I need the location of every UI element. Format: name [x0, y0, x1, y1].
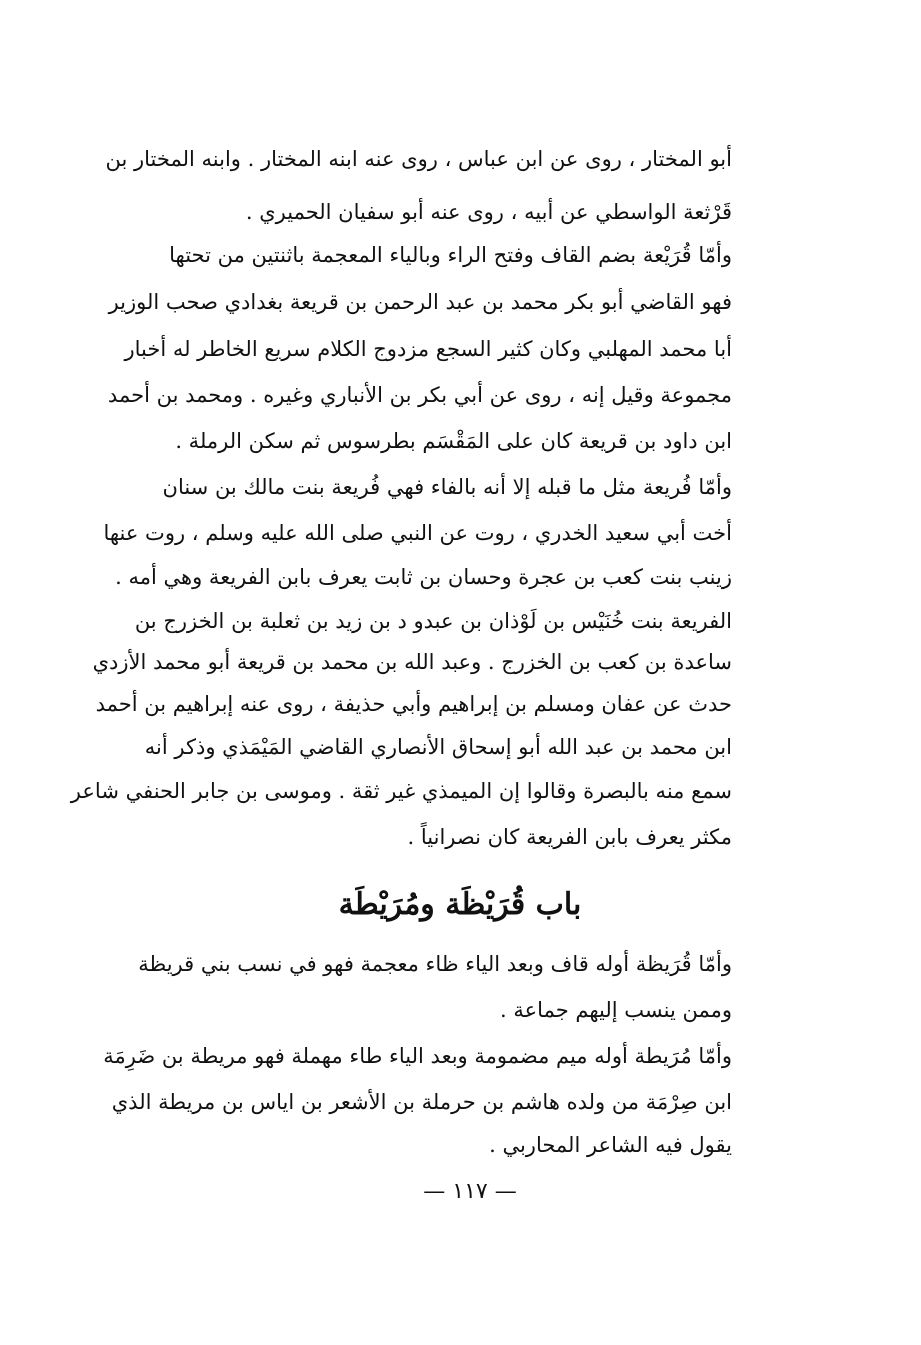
text-line: حدث عن عفان ومسلم بن إبراهيم وأبي حذيفة ، روى عنه إبراهيم بن أحمد	[95, 692, 732, 716]
text-line: أخت أبي سعيد الخدري ، روت عن النبي صلى الله عليه وسلم ، روت عنها	[103, 521, 732, 545]
text-line: وأمّا قُرَيْعة بضم القاف وفتح الراء وبالياء المعجمة باثنتين من تحتها	[169, 243, 732, 267]
text-line: ابن داود بن قريعة كان على المَقْسَم بطرسوس ثم سكن الرملة .	[175, 429, 732, 453]
text-line: قَرْثعة الواسطي عن أبيه ، روى عنه أبو سفيان الحميري .	[245, 200, 732, 224]
text-line: وأمّا مُرَيطة أوله ميم مضمومة وبعد الياء طاء مهملة فهو مريطة بن ضَرِمَة	[103, 1044, 732, 1068]
page-number: — ١١٧ —	[423, 1179, 517, 1204]
text-line: فهو القاضي أبو بكر محمد بن عبد الرحمن بن قريعة بغدادي صحب الوزير	[108, 290, 732, 314]
text-line: ساعدة بن كعب بن الخزرج . وعبد الله بن محمد بن قريعة أبو محمد الأزدي	[92, 650, 732, 674]
text-line: مكثر يعرف بابن الفريعة كان نصرانياً .	[407, 825, 732, 849]
text-line: ابن صِرْمَة من ولده هاشم بن حرملة بن الأشعر بن اياس بن مريطة الذي	[111, 1090, 732, 1114]
text-line: وممن ينسب إليهم جماعة .	[500, 998, 732, 1022]
text-line: سمع منه بالبصرة وقالوا إن الميمذي غير ثقة . وموسى بن جابر الحنفي شاعر	[70, 779, 732, 803]
text-line: أبا محمد المهلبي وكان كثير السجع مزدوج الكلام سريع الخاطر له أخبار	[124, 337, 732, 361]
text-line: يقول فيه الشاعر المحاربي .	[489, 1133, 732, 1157]
text-line: وأمّا فُريعة مثل ما قبله إلا أنه بالفاء فهي فُريعة بنت مالك بن سنان	[162, 475, 732, 499]
text-line: مجموعة وقيل إنه ، روى عن أبي بكر بن الأنباري وغيره . ومحمد بن أحمد	[107, 383, 732, 407]
section-heading: باب قُرَيْظَة ومُرَيْطَة	[338, 887, 582, 922]
text-line: أبو المختار ، روى عن ابن عباس ، روى عنه ابنه المختار . وابنه المختار بن	[105, 147, 732, 171]
text-line: الفريعة بنت خُنَيْس بن لَوْذان بن عبدو د بن زيد بن ثعلبة بن الخزرج بن	[134, 609, 732, 633]
text-line: وأمّا قُرَيظة أوله قاف وبعد الياء ظاء معجمة فهو في نسب بني قريظة	[138, 952, 732, 976]
text-line: زينب بنت كعب بن عجرة وحسان بن ثابت يعرف بابن الفريعة وهي أمه .	[115, 565, 732, 589]
text-line: ابن محمد بن عبد الله أبو إسحاق الأنصاري القاضي المَيْمَذي وذكر أنه	[144, 735, 732, 759]
